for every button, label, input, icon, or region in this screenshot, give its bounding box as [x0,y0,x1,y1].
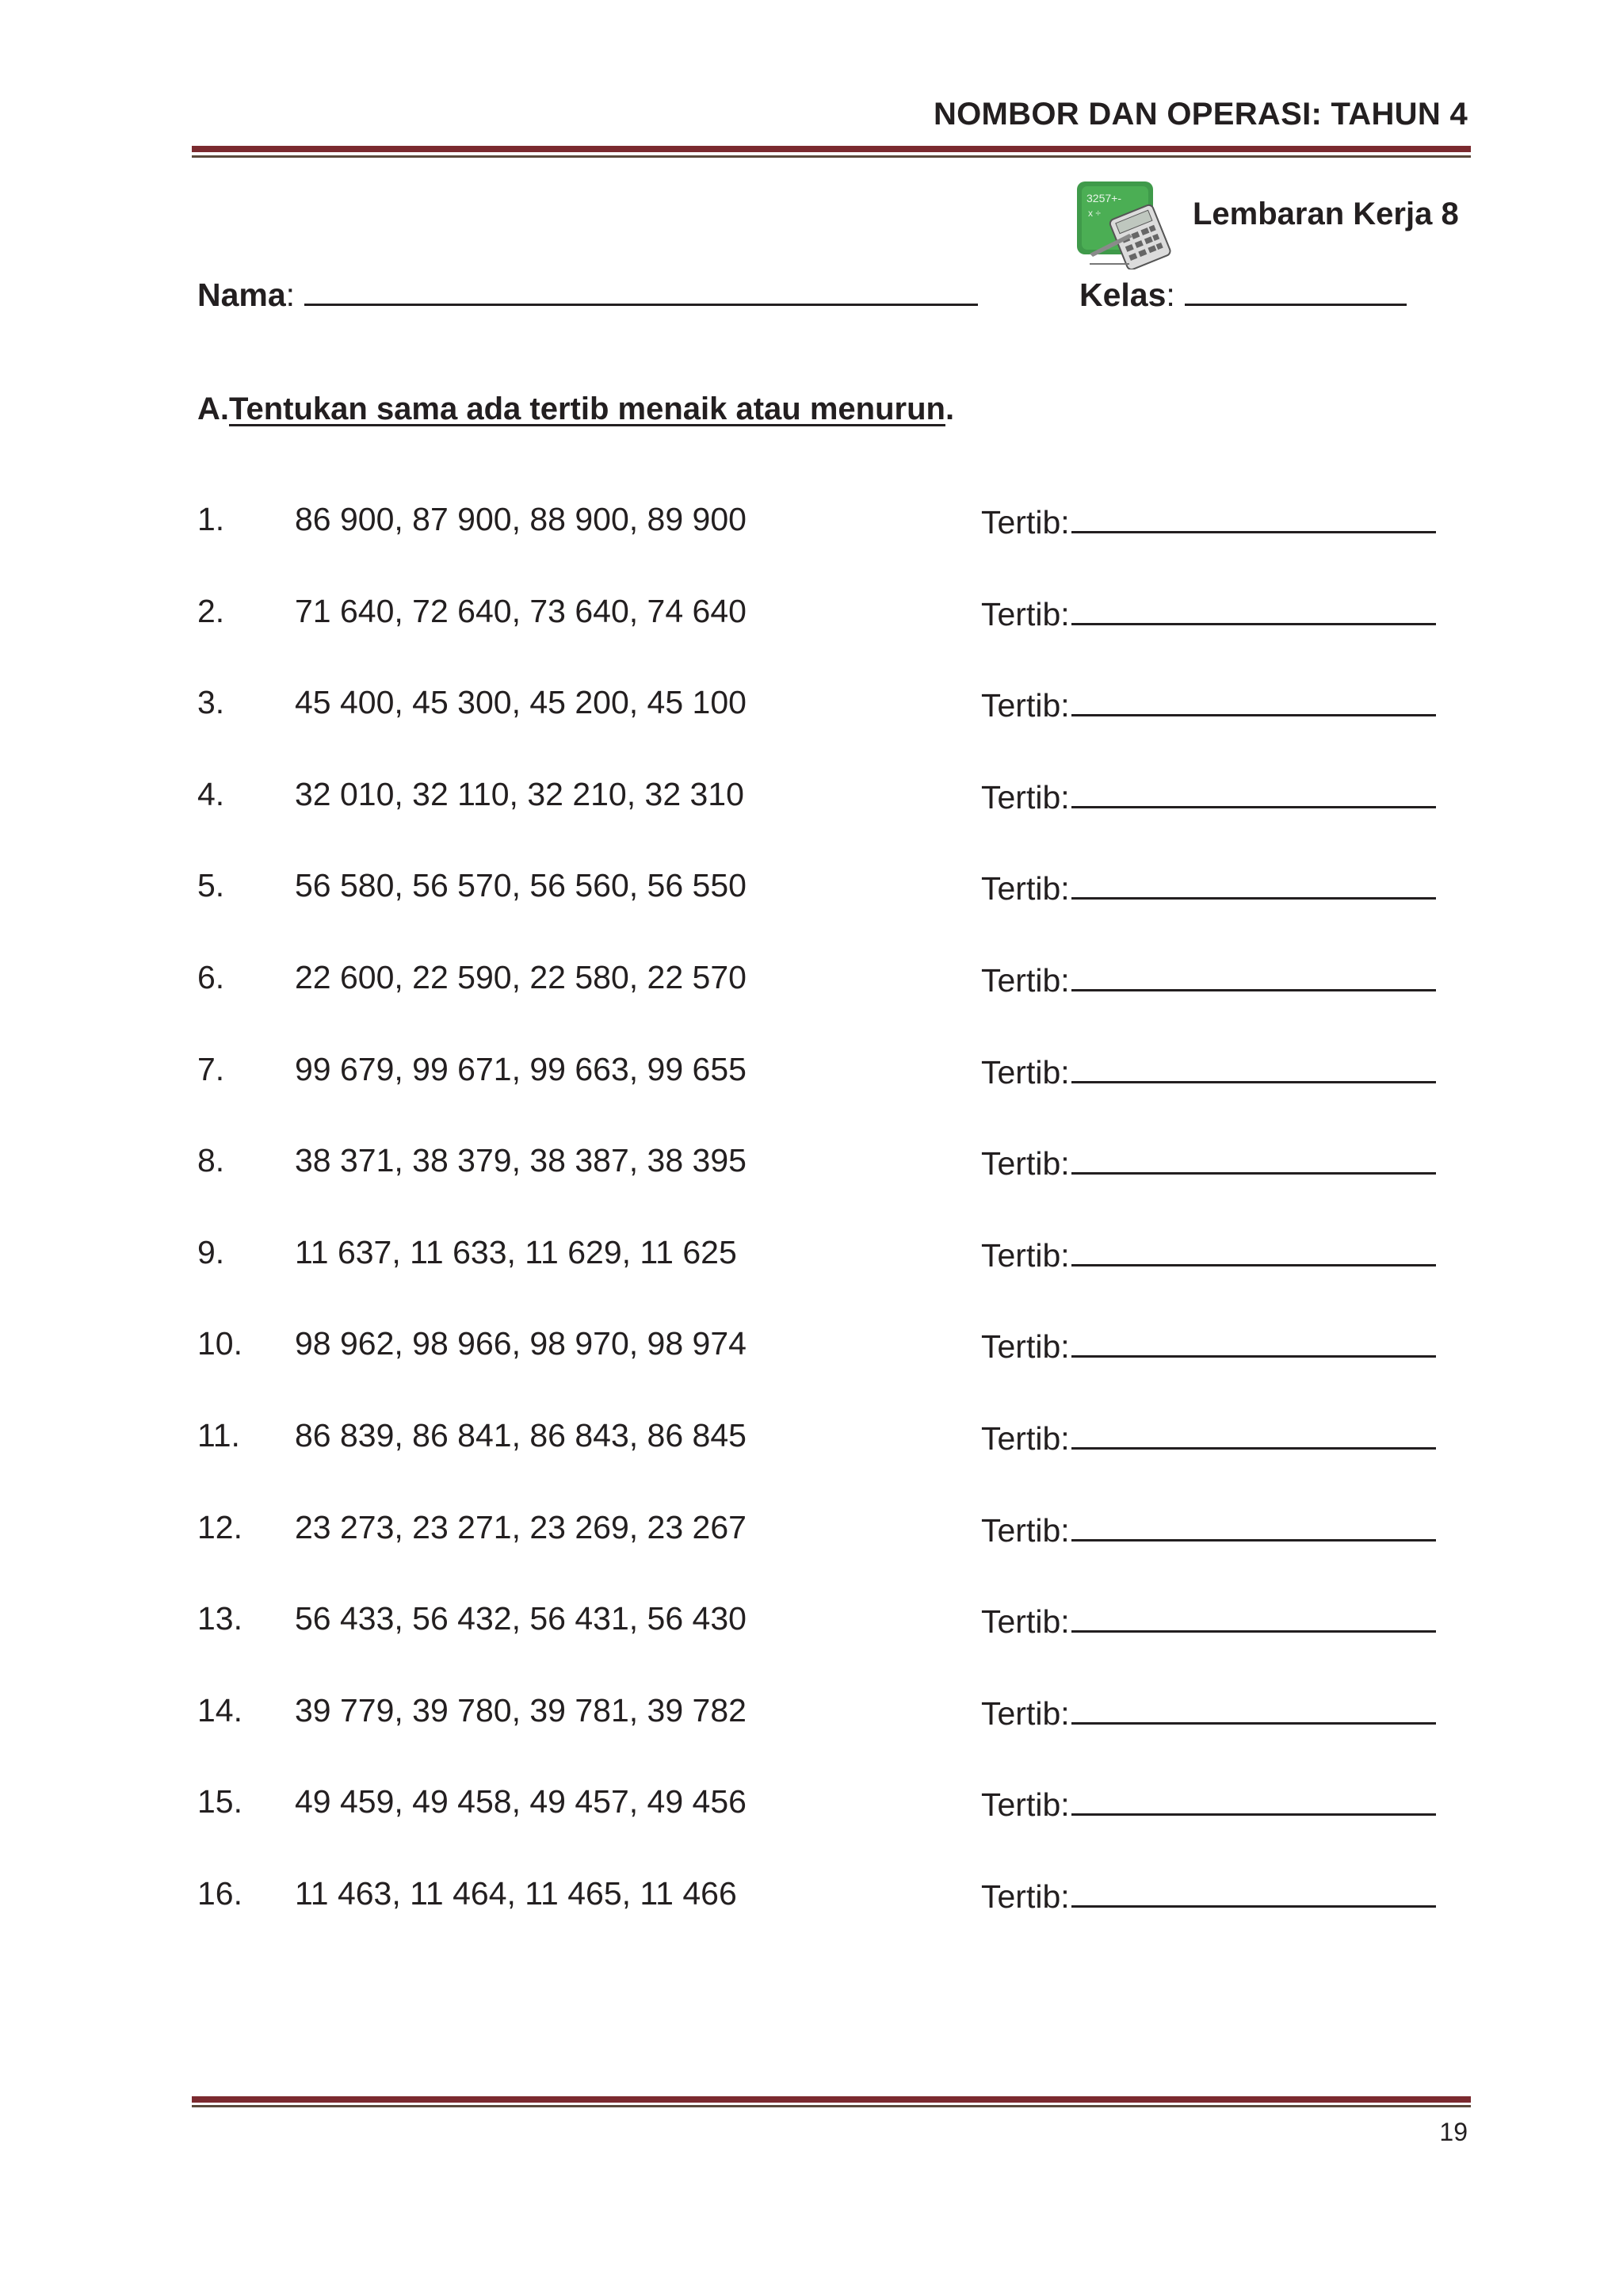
answer-field [981,1142,1436,1182]
answer-field [981,684,1436,724]
page-number: 19 [1439,2118,1468,2146]
question-number: 11. [197,1417,240,1454]
question-row [0,776,1623,823]
number-sequence: 86 900, 87 900, 88 900, 89 900 [295,501,747,537]
answer-blank[interactable] [1071,501,1436,533]
answer-blank[interactable] [1071,684,1436,716]
answer-label: Tertib: [981,1786,1070,1823]
answer-blank[interactable] [1071,1325,1436,1358]
question-row [0,501,1623,548]
svg-text:3257+-: 3257+- [1086,192,1121,204]
question-row [0,684,1623,732]
question-row [0,1325,1623,1373]
answer-blank[interactable] [1071,593,1436,625]
question-row [0,1142,1623,1190]
answer-blank[interactable] [1071,1600,1436,1633]
nama-field [197,275,978,314]
question-row [0,1600,1623,1648]
header-rule [192,146,1471,158]
number-sequence: 11 463, 11 464, 11 465, 11 466 [295,1875,737,1912]
question-number: 1. [197,501,225,537]
number-sequence: 38 371, 38 379, 38 387, 38 395 [295,1142,747,1179]
number-sequence: 49 459, 49 458, 49 457, 49 456 [295,1783,747,1820]
section-heading [197,392,954,427]
question-number: 5. [197,867,225,904]
answer-blank[interactable] [1071,776,1436,808]
section-letter: A. [197,392,229,426]
answer-label: Tertib: [981,1237,1070,1274]
kelas-field [1079,275,1407,314]
number-sequence: 71 640, 72 640, 73 640, 74 640 [295,593,747,629]
question-number: 14. [197,1692,242,1729]
answer-field [981,1509,1436,1549]
answer-label: Tertib: [981,596,1070,632]
nama-separator: : [285,277,296,313]
question-number: 8. [197,1142,225,1179]
answer-field [981,593,1436,633]
answer-field [981,1692,1436,1733]
footer-rule [192,2096,1471,2107]
answer-label: Tertib: [981,687,1070,724]
section-instruction: Tentukan sama ada tertib menaik atau menurun [229,392,945,426]
section-end: . [945,392,955,426]
answer-field [981,1051,1436,1091]
question-number: 4. [197,776,225,812]
answer-field [981,1234,1436,1274]
question-row [0,1051,1623,1098]
svg-text:x ÷: x ÷ [1088,208,1101,219]
worksheet-title: Lembaran Kerja 8 [1193,197,1459,231]
number-sequence: 23 273, 23 271, 23 269, 23 267 [295,1509,747,1545]
number-sequence: 11 637, 11 633, 11 629, 11 625 [295,1234,737,1270]
number-sequence: 45 400, 45 300, 45 200, 45 100 [295,684,747,720]
answer-blank[interactable] [1071,1234,1436,1266]
number-sequence: 22 600, 22 590, 22 580, 22 570 [295,959,747,995]
answer-label: Tertib: [981,504,1070,541]
question-number: 15. [197,1783,242,1820]
question-number: 13. [197,1600,242,1637]
question-row [0,1417,1623,1465]
answer-field [981,1875,1436,1916]
answer-blank[interactable] [1071,867,1436,900]
kelas-label: Kelas [1079,277,1167,313]
answer-blank[interactable] [1071,1417,1436,1450]
question-number: 6. [197,959,225,995]
kelas-separator: : [1166,277,1175,313]
answer-label: Tertib: [981,1878,1070,1915]
number-sequence: 56 433, 56 432, 56 431, 56 430 [295,1600,747,1637]
calculator-chalkboard-icon [1074,178,1179,269]
kelas-blank[interactable] [1185,275,1407,306]
answer-blank[interactable] [1071,1051,1436,1083]
question-row [0,1509,1623,1557]
number-sequence: 39 779, 39 780, 39 781, 39 782 [295,1692,747,1729]
answer-label: Tertib: [981,1420,1070,1457]
answer-label: Tertib: [981,1695,1070,1732]
answer-field [981,867,1436,907]
question-row [0,593,1623,640]
question-row [0,1875,1623,1923]
answer-field [981,1783,1436,1824]
number-sequence: 32 010, 32 110, 32 210, 32 310 [295,776,744,812]
question-number: 2. [197,593,225,629]
question-number: 16. [197,1875,242,1912]
answer-label: Tertib: [981,1512,1070,1549]
number-sequence: 56 580, 56 570, 56 560, 56 550 [295,867,747,904]
answer-label: Tertib: [981,870,1070,907]
question-number: 12. [197,1509,242,1545]
question-row [0,1692,1623,1740]
nama-blank[interactable] [304,275,978,306]
question-row [0,867,1623,915]
answer-field [981,1325,1436,1366]
answer-label: Tertib: [981,1145,1070,1182]
answer-label: Tertib: [981,1603,1070,1640]
answer-blank[interactable] [1071,959,1436,991]
page-header-title: NOMBOR DAN OPERASI: TAHUN 4 [933,97,1468,132]
number-sequence: 86 839, 86 841, 86 843, 86 845 [295,1417,747,1454]
answer-field [981,1600,1436,1641]
number-sequence: 98 962, 98 966, 98 970, 98 974 [295,1325,747,1362]
answer-field [981,959,1436,999]
answer-blank[interactable] [1071,1875,1436,1908]
question-row [0,1234,1623,1282]
answer-blank[interactable] [1071,1509,1436,1541]
answer-blank[interactable] [1071,1142,1436,1175]
answer-label: Tertib: [981,1054,1070,1091]
answer-blank[interactable] [1071,1783,1436,1816]
question-number: 9. [197,1234,225,1270]
number-sequence: 99 679, 99 671, 99 663, 99 655 [295,1051,747,1087]
answer-field [981,776,1436,816]
nama-label: Nama [197,277,286,313]
answer-blank[interactable] [1071,1692,1436,1725]
answer-field [981,501,1436,541]
answer-label: Tertib: [981,1328,1070,1365]
question-number: 3. [197,684,225,720]
question-row [0,1783,1623,1831]
answer-label: Tertib: [981,779,1070,816]
question-number: 7. [197,1051,225,1087]
answer-label: Tertib: [981,962,1070,999]
question-row [0,959,1623,1007]
answer-field [981,1417,1436,1457]
question-number: 10. [197,1325,242,1362]
